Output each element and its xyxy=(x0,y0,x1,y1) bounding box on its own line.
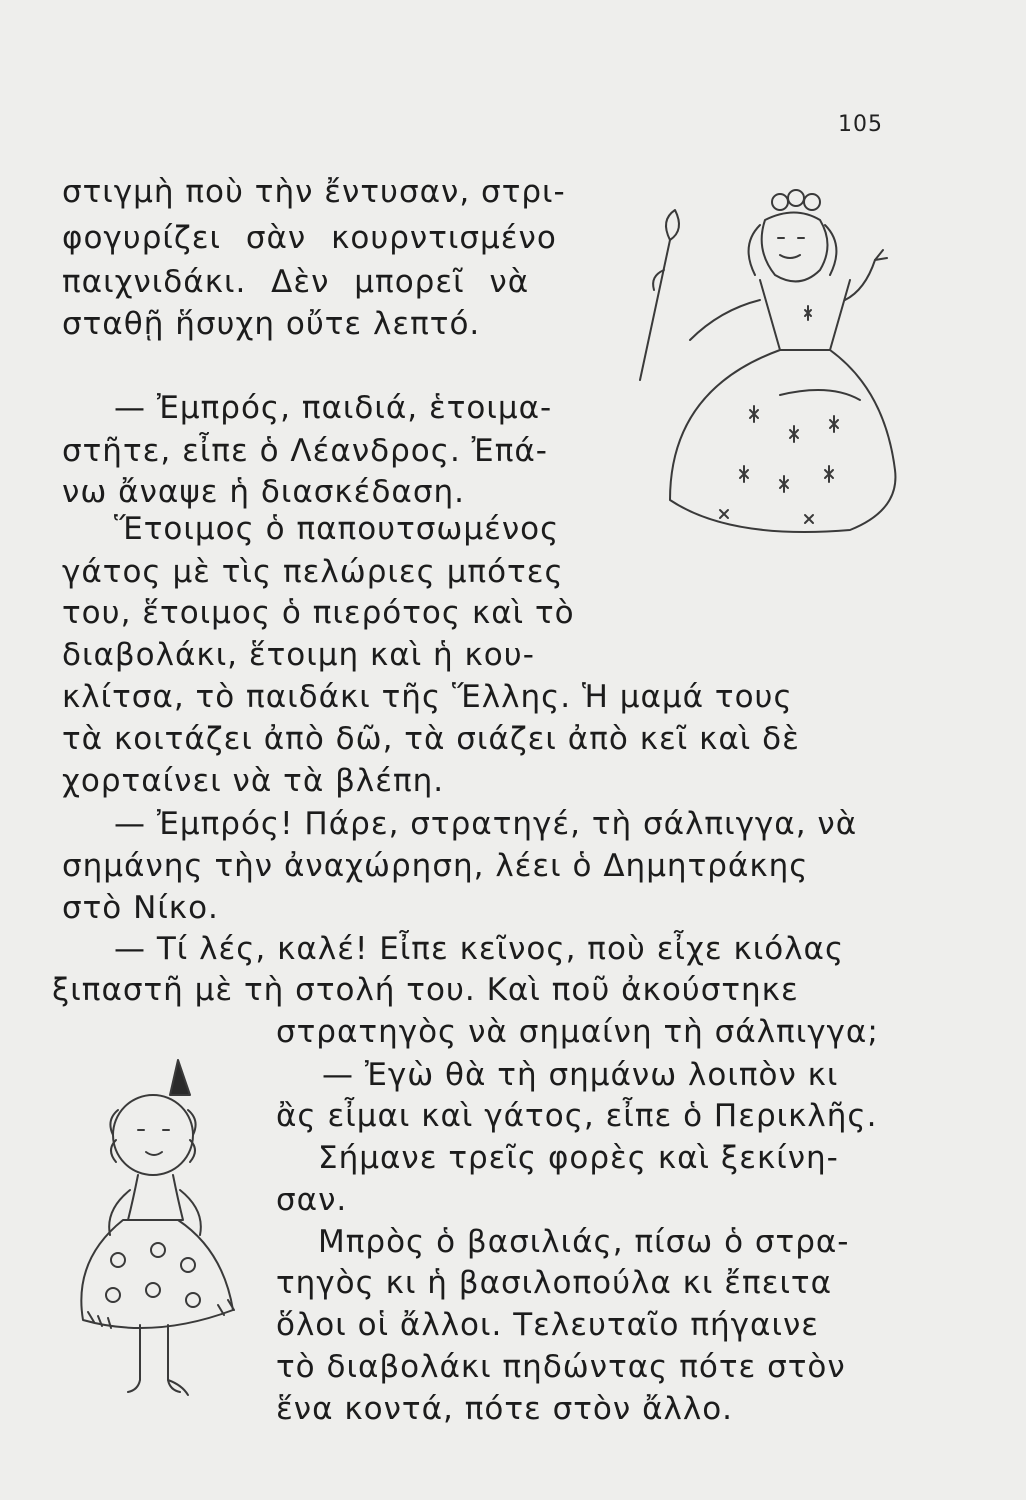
text-line: στρατηγὸς νὰ σημαίνη τὴ σάλπιγγα; xyxy=(276,1014,879,1050)
text-line: — Ἐγὼ θὰ τὴ σημάνω λοιπὸν κι xyxy=(322,1057,839,1093)
text-line: σημάνης τὴν ἀναχώρηση, λέει ὁ Δημητράκης xyxy=(62,848,809,884)
text-line: ἂς εἶμαι καὶ γάτος, εἶπε ὁ Περικλῆς. xyxy=(276,1098,878,1134)
text-line: Ἕτοιμος ὁ παπουτσωμένος xyxy=(114,511,560,547)
text-line: τὰ κοιτάζει ἀπὸ δῶ, τὰ σιάζει ἀπὸ κεῖ καὶ δὲ xyxy=(62,721,800,757)
text-line: κλίτσα, τὸ παιδάκι τῆς Ἕλλης. Ἡ μαμά τους xyxy=(62,679,793,715)
text-line: ὅλοι οἱ ἄλλοι. Τελευταῖο πήγαινε xyxy=(276,1307,820,1343)
text-line: σταθῇ ἥσυχη οὔτε λεπτό. xyxy=(62,306,481,342)
text-line: στῆτε, εἶπε ὁ Λέανδρος. Ἐπά- xyxy=(62,433,548,469)
text-line: νω ἄναψε ἡ διασκέδαση. xyxy=(62,474,465,510)
text-line: διαβολάκι, ἕτοιμη καὶ ἡ κου- xyxy=(62,637,535,673)
text-line: παιχνιδάκι. Δὲν μπορεῖ νὰ xyxy=(62,264,530,300)
text-line: Σήμανε τρεῖς φορὲς καὶ ξεκίνη- xyxy=(318,1140,839,1176)
text-line: ξιπαστῆ μὲ τὴ στολή του. Καὶ ποῦ ἀκούστηκε xyxy=(52,972,799,1008)
text-line: στὸ Νίκο. xyxy=(62,890,219,926)
text-line: — Ἐμπρός, παιδιά, ἑτοιμα- xyxy=(114,390,553,426)
text-line: — Ἐμπρός! Πάρε, στρατηγέ, τὴ σάλπιγγα, νὰ xyxy=(114,806,858,842)
text-line: γάτος μὲ τὶς πελώριες μπότες xyxy=(62,554,564,590)
text-line: Μπρὸς ὁ βασιλιάς, πίσω ὁ στρα- xyxy=(318,1224,850,1260)
text-line: χορταίνει νὰ τὰ βλέπη. xyxy=(62,763,445,799)
girl-illustration xyxy=(68,1050,248,1410)
text-line: του, ἕτοιμος ὁ πιερότος καὶ τὸ xyxy=(62,595,575,631)
text-line: στιγμὴ ποὺ τὴν ἔντυσαν, στρι- xyxy=(62,174,566,210)
text-line: ἕνα κοντά, πότε στὸν ἄλλο. xyxy=(276,1391,734,1427)
text-line: φογυρίζει σὰν κουρντισμένο xyxy=(62,220,557,256)
text-line: — Τί λές, καλέ! Εἶπε κεῖνος, ποὺ εἶχε κιόλας xyxy=(114,931,845,967)
text-line: τὸ διαβολάκι πηδώντας πότε στὸν xyxy=(276,1349,846,1385)
page-number: 105 xyxy=(838,112,883,137)
princess-illustration xyxy=(630,180,900,560)
text-line: σαν. xyxy=(276,1182,348,1218)
text-line: τηγὸς κι ἡ βασιλοπούλα κι ἔπειτα xyxy=(276,1265,833,1301)
